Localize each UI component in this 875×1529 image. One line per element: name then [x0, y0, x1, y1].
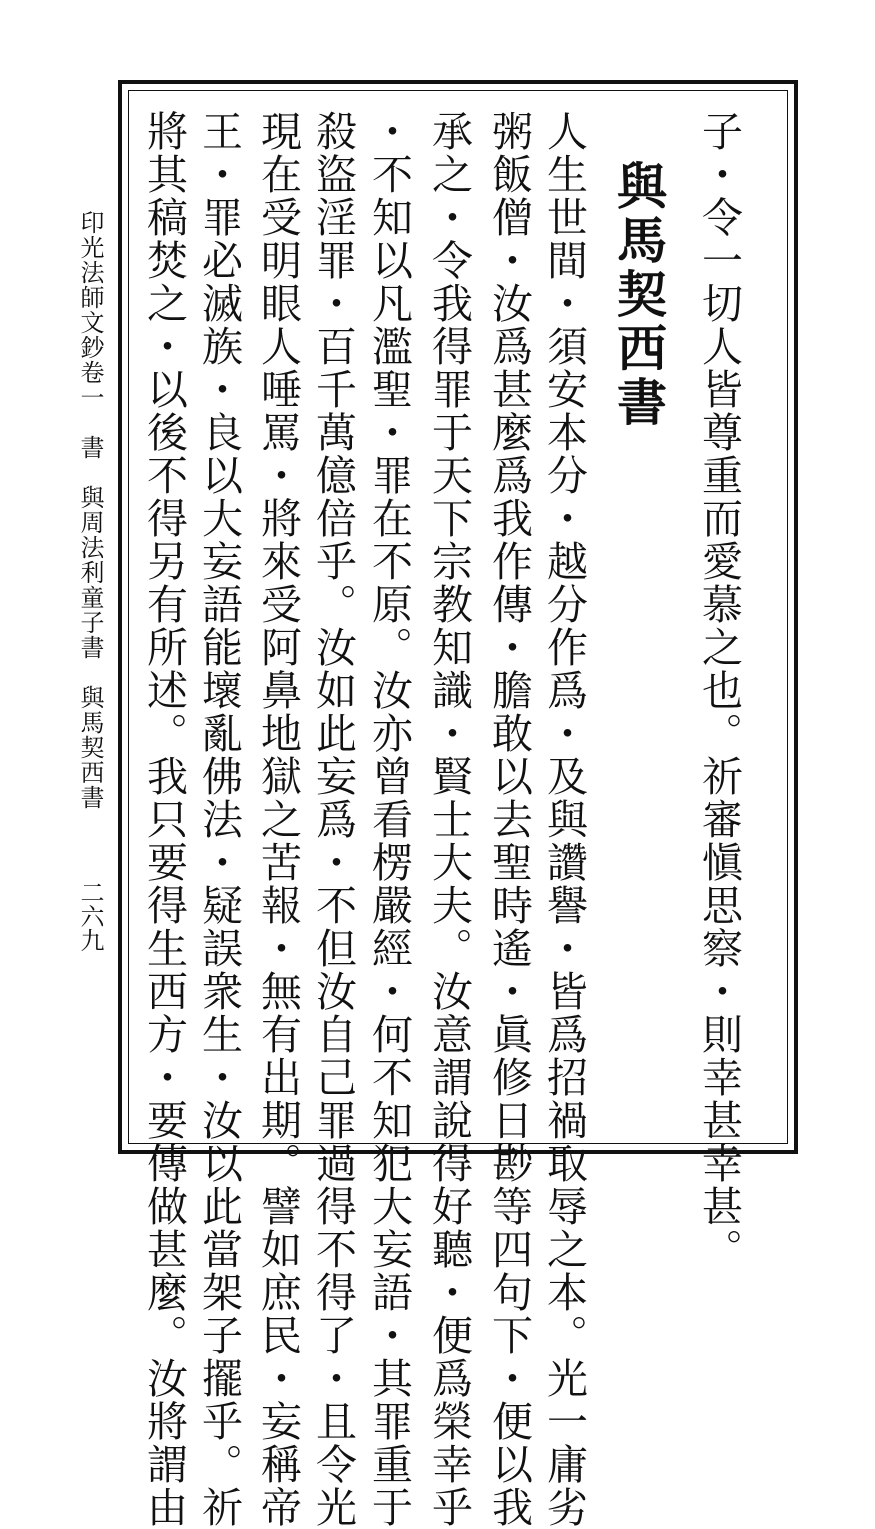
text-column-1: 子・令一切人皆尊重而愛慕之也。祈審愼思察・則幸甚幸甚。	[695, 110, 743, 1271]
text-column-4: 承之・令我得罪于天下宗教知識・賢士大夫。汝意謂說得好聽・便爲榮幸乎	[425, 110, 473, 1529]
running-head: 印光法師文鈔卷一 書 與周法利童子書 與馬契西書	[76, 210, 104, 810]
text-column-2: 人生世間・須安本分・越分作爲・及與讚譽・皆爲招禍取辱之本。光一庸劣	[540, 110, 588, 1529]
text-column-7: 現在受明眼人唾罵・將來受阿鼻地獄之苦報・無有出期。譬如庶民・妄稱帝	[254, 110, 302, 1529]
text-column-5: ・不知以凡濫聖・罪在不原。汝亦曾看楞嚴經・何不知犯大妄語・其罪重于	[365, 110, 413, 1529]
text-column-6: 殺盜淫罪・百千萬億倍乎。汝如此妄爲・不但汝自己罪過得不得了・且令光	[309, 110, 357, 1529]
text-column-9: 將其稿焚之・以後不得另有所述。我只要得生西方・要傳做甚麼。汝將謂由	[140, 110, 188, 1529]
section-title: 與馬契西書	[609, 160, 668, 430]
text-column-3: 粥飯僧・汝爲甚麼爲我作傳・膽敢以去聖時遙・眞修日尠等四句下・便以我	[485, 110, 533, 1529]
text-column-8: 王・罪必滅族・良以大妄語能壞亂佛法・疑誤衆生・汝以此當架子擺乎。祈	[195, 110, 243, 1529]
page-number: 二六九	[76, 880, 104, 952]
